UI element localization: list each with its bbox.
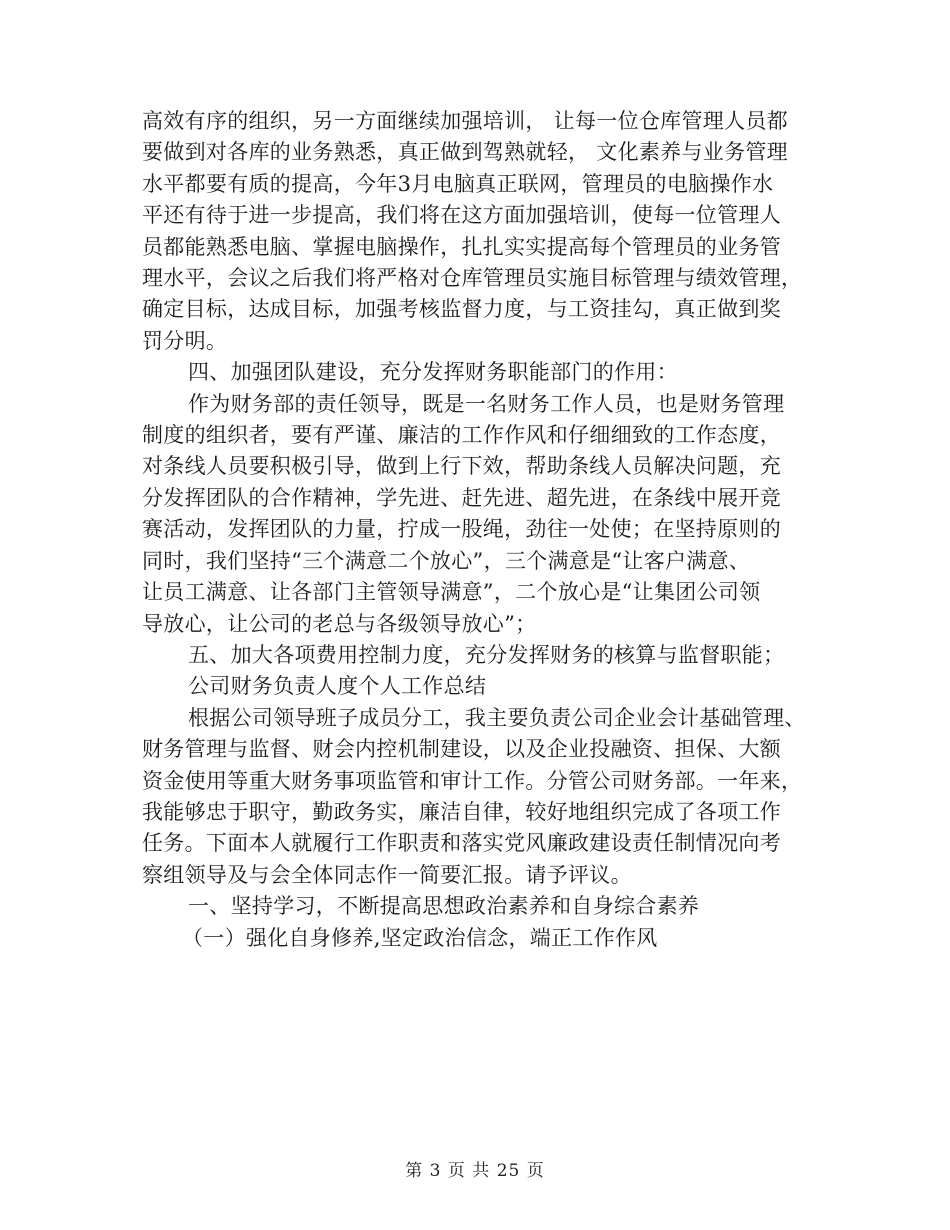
document-body <box>142 106 812 954</box>
text-line: 我能够忠于职守，勤政务实，廉洁自律，较好地组织完成了各项工作 <box>142 799 781 824</box>
text-line: 员都能熟悉电脑、掌握电脑操作，扎扎实实提高每个管理员的业务管 <box>142 234 781 259</box>
text-line: 高效有序的组织，另一方面继续加强培训， 让每一位仓库管理人员都 <box>142 109 788 133</box>
text-line: 理水平，会议之后我们将严格对仓库管理员实施目标管理与绩效管理， <box>142 266 803 291</box>
page-number-footer: 第 3 页 共 25 页 <box>405 1161 545 1181</box>
text-line: 任务。下面本人就履行工作职责和落实党风廉政建设责任制情况向考 <box>142 831 781 856</box>
text-line: 资金使用等重大财务事项监管和审计工作。分管公司财务部。一年来， <box>142 768 803 793</box>
subsection-heading: （一）强化自身修养,坚定政治信念，端正工作作风 <box>182 925 658 950</box>
text-line: 分发挥团队的合作精神，学先进、赶先进、超先进，在条线中展开竞 <box>142 485 781 510</box>
text-line: 财务管理与监督、财会内控机制建设，以及企业投融资、担保、大额 <box>142 737 781 762</box>
text-line: 要做到对各库的业务熟悉，真正做到驾熟就轻， 文化素养与业务管理 <box>142 140 788 165</box>
text-line: 赛活动，发挥团队的力量，拧成一股绳，劲往一处使；在坚持原则的 <box>142 517 781 542</box>
section-heading: 四、加强团队建设，充分发挥财务职能部门的作用： <box>188 360 678 385</box>
text-line: 导放心，让公司的老总与各级领导放心”； <box>142 611 537 636</box>
text-line: 作为财务部的责任领导，既是一名财务工作人员，也是财务管理 <box>188 391 785 416</box>
text-line: 确定目标，达成目标，加强考核监督力度，与工资挂勾，真正做到奖 <box>142 297 781 322</box>
document-title: 公司财务负责人度个人工作总结 <box>188 674 487 699</box>
text-line: 察组领导及与会全体同志作一简要汇报。请予评议。 <box>142 862 632 887</box>
text-line: 同时，我们坚持“三个满意二个放心”，三个满意是“让客户满意、 <box>142 548 751 573</box>
text-line: 平还有待于进一步提高，我们将在这方面加强培训，使每一位管理人 <box>142 203 781 228</box>
text-line: 对条线人员要积极引导，做到上行下效，帮助条线人员解决问题，充 <box>142 454 781 479</box>
section-heading: 五、加大各项费用控制力度，充分发挥财务的核算与监督职能； <box>188 642 785 667</box>
section-heading: 一、坚持学习，不断提高思想政治素养和自身综合素养 <box>188 894 700 919</box>
text-line: 罚分明。 <box>142 328 228 353</box>
text-line: 让员工满意、让各部门主管领导满意”，二个放心是“让集团公司领 <box>142 580 761 605</box>
text-line: 水平都要有质的提高，今年3月电脑真正联网，管理员的电脑操作水 <box>142 171 774 196</box>
text-line: 制度的组织者，要有严谨、廉洁的工作作风和仔细细致的工作态度， <box>142 423 781 448</box>
text-line: 根据公司领导班子成员分工，我主要负责公司企业会计基础管理、 <box>188 705 806 730</box>
